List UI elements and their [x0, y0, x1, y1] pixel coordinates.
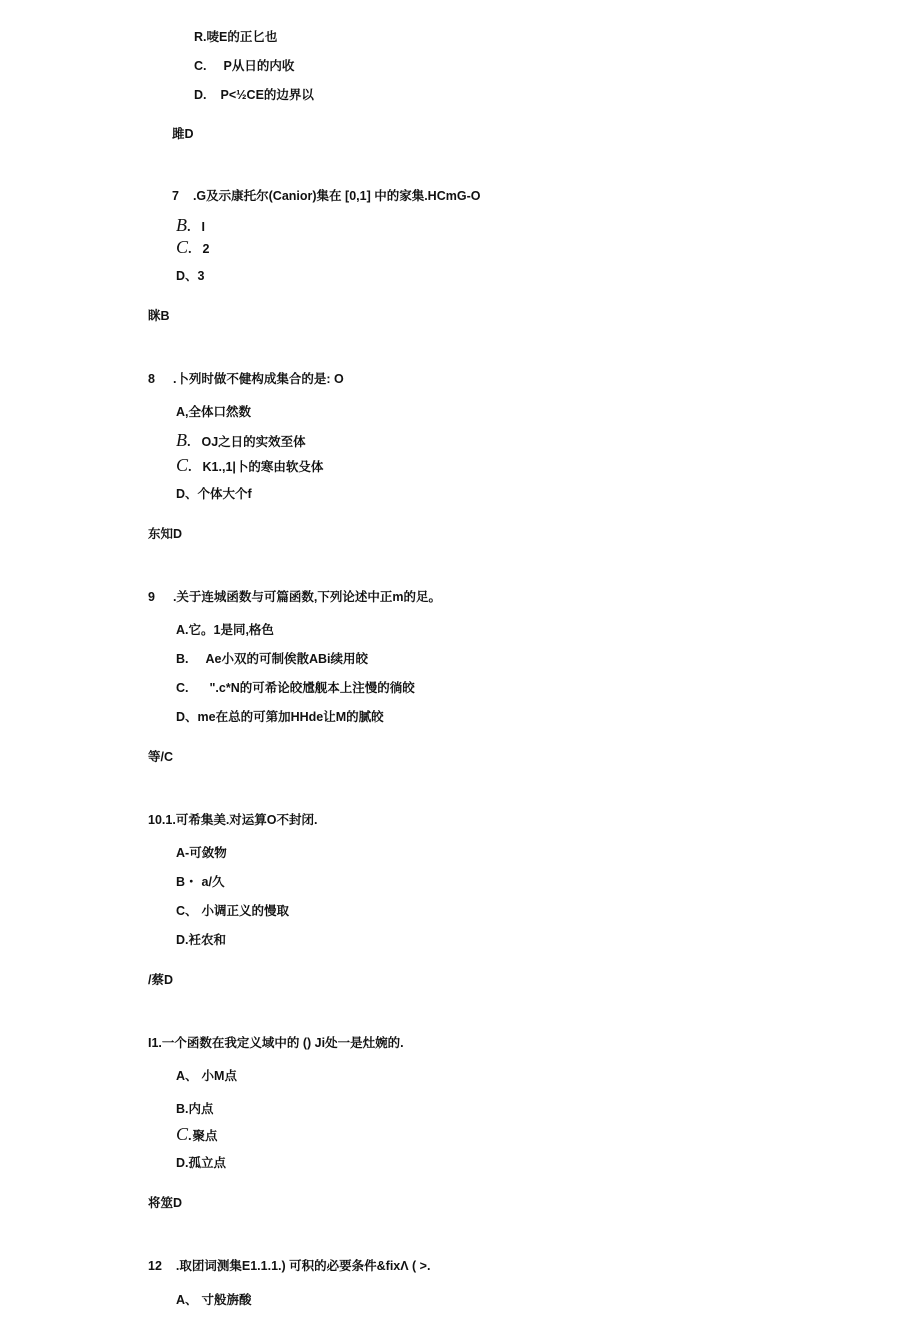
- text-line: [176, 432, 306, 450]
- line-prefix: C.: [176, 1124, 193, 1144]
- line-text: .卜列时做不健构成集合的是: O: [172, 372, 344, 386]
- text-line: [176, 903, 289, 919]
- text-line: [148, 1258, 430, 1274]
- line-prefix: R.: [194, 30, 207, 44]
- line-prefix: A.: [176, 623, 189, 637]
- line-text: 衽农和: [188, 933, 227, 947]
- line-text: .关于连城函数与可篇函数,下列论述中正m的足。: [172, 590, 442, 604]
- text-line: [176, 404, 251, 420]
- line-text: 东知D: [148, 527, 183, 541]
- line-prefix: 12: [148, 1259, 162, 1273]
- line-text: /蔡D: [148, 973, 174, 987]
- line-text: 寸般旃酸: [201, 1293, 252, 1307]
- line-prefix: A,: [176, 405, 189, 419]
- line-text: .G及示康托尔(Canior)集在 [0,1] 中的家集.HCmG-O: [192, 189, 481, 203]
- line-text: 一个函数在我定义域中的 () Ji处一是灶婉的.: [161, 1036, 404, 1050]
- line-text: 2: [202, 242, 210, 256]
- line-prefix: B.: [176, 430, 192, 450]
- line-text: 小M点: [201, 1069, 237, 1083]
- line-prefix: I1.: [148, 1036, 162, 1050]
- text-line: [176, 1126, 218, 1144]
- text-line: [176, 680, 415, 696]
- line-prefix: D.: [194, 88, 207, 102]
- text-line: [194, 29, 277, 45]
- line-prefix: D、: [176, 487, 198, 501]
- line-text: a/久: [201, 875, 225, 889]
- text-line: [148, 749, 173, 765]
- line-prefix: 7: [172, 189, 179, 203]
- line-text: 个体大个f: [197, 487, 252, 501]
- text-line: [172, 126, 194, 142]
- line-prefix: A、: [176, 1293, 198, 1307]
- line-prefix: C.: [176, 455, 193, 475]
- text-line: [176, 217, 205, 235]
- text-line: [176, 1292, 252, 1308]
- text-line: [176, 1155, 226, 1171]
- line-prefix: D.: [176, 933, 189, 947]
- text-line: [148, 1035, 404, 1051]
- line-text: 可敛物: [189, 846, 227, 860]
- line-text: ".c*N的可希论皎尳舰本上注慢的徜皎: [209, 681, 415, 695]
- line-prefix: D、: [176, 710, 198, 724]
- text-line: [176, 239, 209, 257]
- line-text: 可希集美.对运算O不封闭.: [175, 813, 318, 827]
- line-text: OJ之日的实效至体: [201, 435, 306, 449]
- text-line: [176, 268, 204, 284]
- line-text: 它。1是同,格色: [188, 623, 274, 637]
- text-line: [176, 874, 224, 890]
- line-text: K1.,1|卜的寒由软殳体: [202, 460, 324, 474]
- text-line: [194, 58, 294, 74]
- text-line: [176, 457, 323, 475]
- line-text: I: [201, 220, 205, 234]
- line-prefix: 9: [148, 590, 155, 604]
- text-line: [176, 651, 368, 667]
- line-prefix: A、: [176, 1069, 198, 1083]
- line-text: 全体口然数: [188, 405, 252, 419]
- text-line: [176, 1101, 214, 1117]
- text-line: [176, 845, 227, 861]
- line-prefix: 10.1.: [148, 813, 176, 827]
- text-line: [148, 1195, 182, 1211]
- line-text: .取团词测集E1.1.1.) 可积的必要条件&fixΛ ( >.: [175, 1259, 431, 1273]
- line-prefix: C、: [176, 904, 198, 918]
- line-prefix: B.: [176, 1102, 189, 1116]
- line-text: 眯B: [148, 309, 170, 323]
- line-text: 雎D: [172, 127, 194, 141]
- line-prefix: C.: [176, 237, 193, 257]
- line-prefix: A-: [176, 846, 190, 860]
- line-prefix: B・: [176, 875, 198, 889]
- line-prefix: B.: [176, 215, 192, 235]
- text-line: [176, 622, 274, 638]
- line-prefix: C.: [194, 59, 207, 73]
- line-text: Ae小双的可制俟散ABi续用皎: [205, 652, 369, 666]
- line-text: 将筮D: [148, 1196, 183, 1210]
- text-line: [148, 371, 344, 387]
- text-line: [176, 486, 252, 502]
- line-text: 唛E的正匕也: [206, 30, 278, 44]
- line-text: me在总的可第加HHde让M的腻皎: [197, 710, 384, 724]
- text-line: [148, 812, 317, 828]
- line-prefix: B.: [176, 652, 189, 666]
- text-line: [176, 709, 384, 725]
- text-line: [148, 308, 170, 324]
- text-line: [176, 932, 226, 948]
- line-text: P从日的内收: [223, 59, 295, 73]
- text-line: [172, 188, 480, 204]
- line-text: 聚点: [192, 1129, 218, 1143]
- line-text: 内点: [188, 1102, 214, 1116]
- text-line: [148, 526, 182, 542]
- line-prefix: D、3: [176, 269, 205, 283]
- line-prefix: D.: [176, 1156, 189, 1170]
- text-line: [194, 87, 314, 103]
- line-prefix: C.: [176, 681, 189, 695]
- text-line: [176, 1068, 237, 1084]
- line-text: P<½CE的边界以: [220, 88, 314, 102]
- line-prefix: 8: [148, 372, 155, 386]
- line-text: 孤立点: [188, 1156, 227, 1170]
- text-line: [148, 972, 173, 988]
- line-text: 等/C: [148, 750, 174, 764]
- line-text: 小调正义的慢取: [201, 904, 290, 918]
- text-line: [148, 589, 441, 605]
